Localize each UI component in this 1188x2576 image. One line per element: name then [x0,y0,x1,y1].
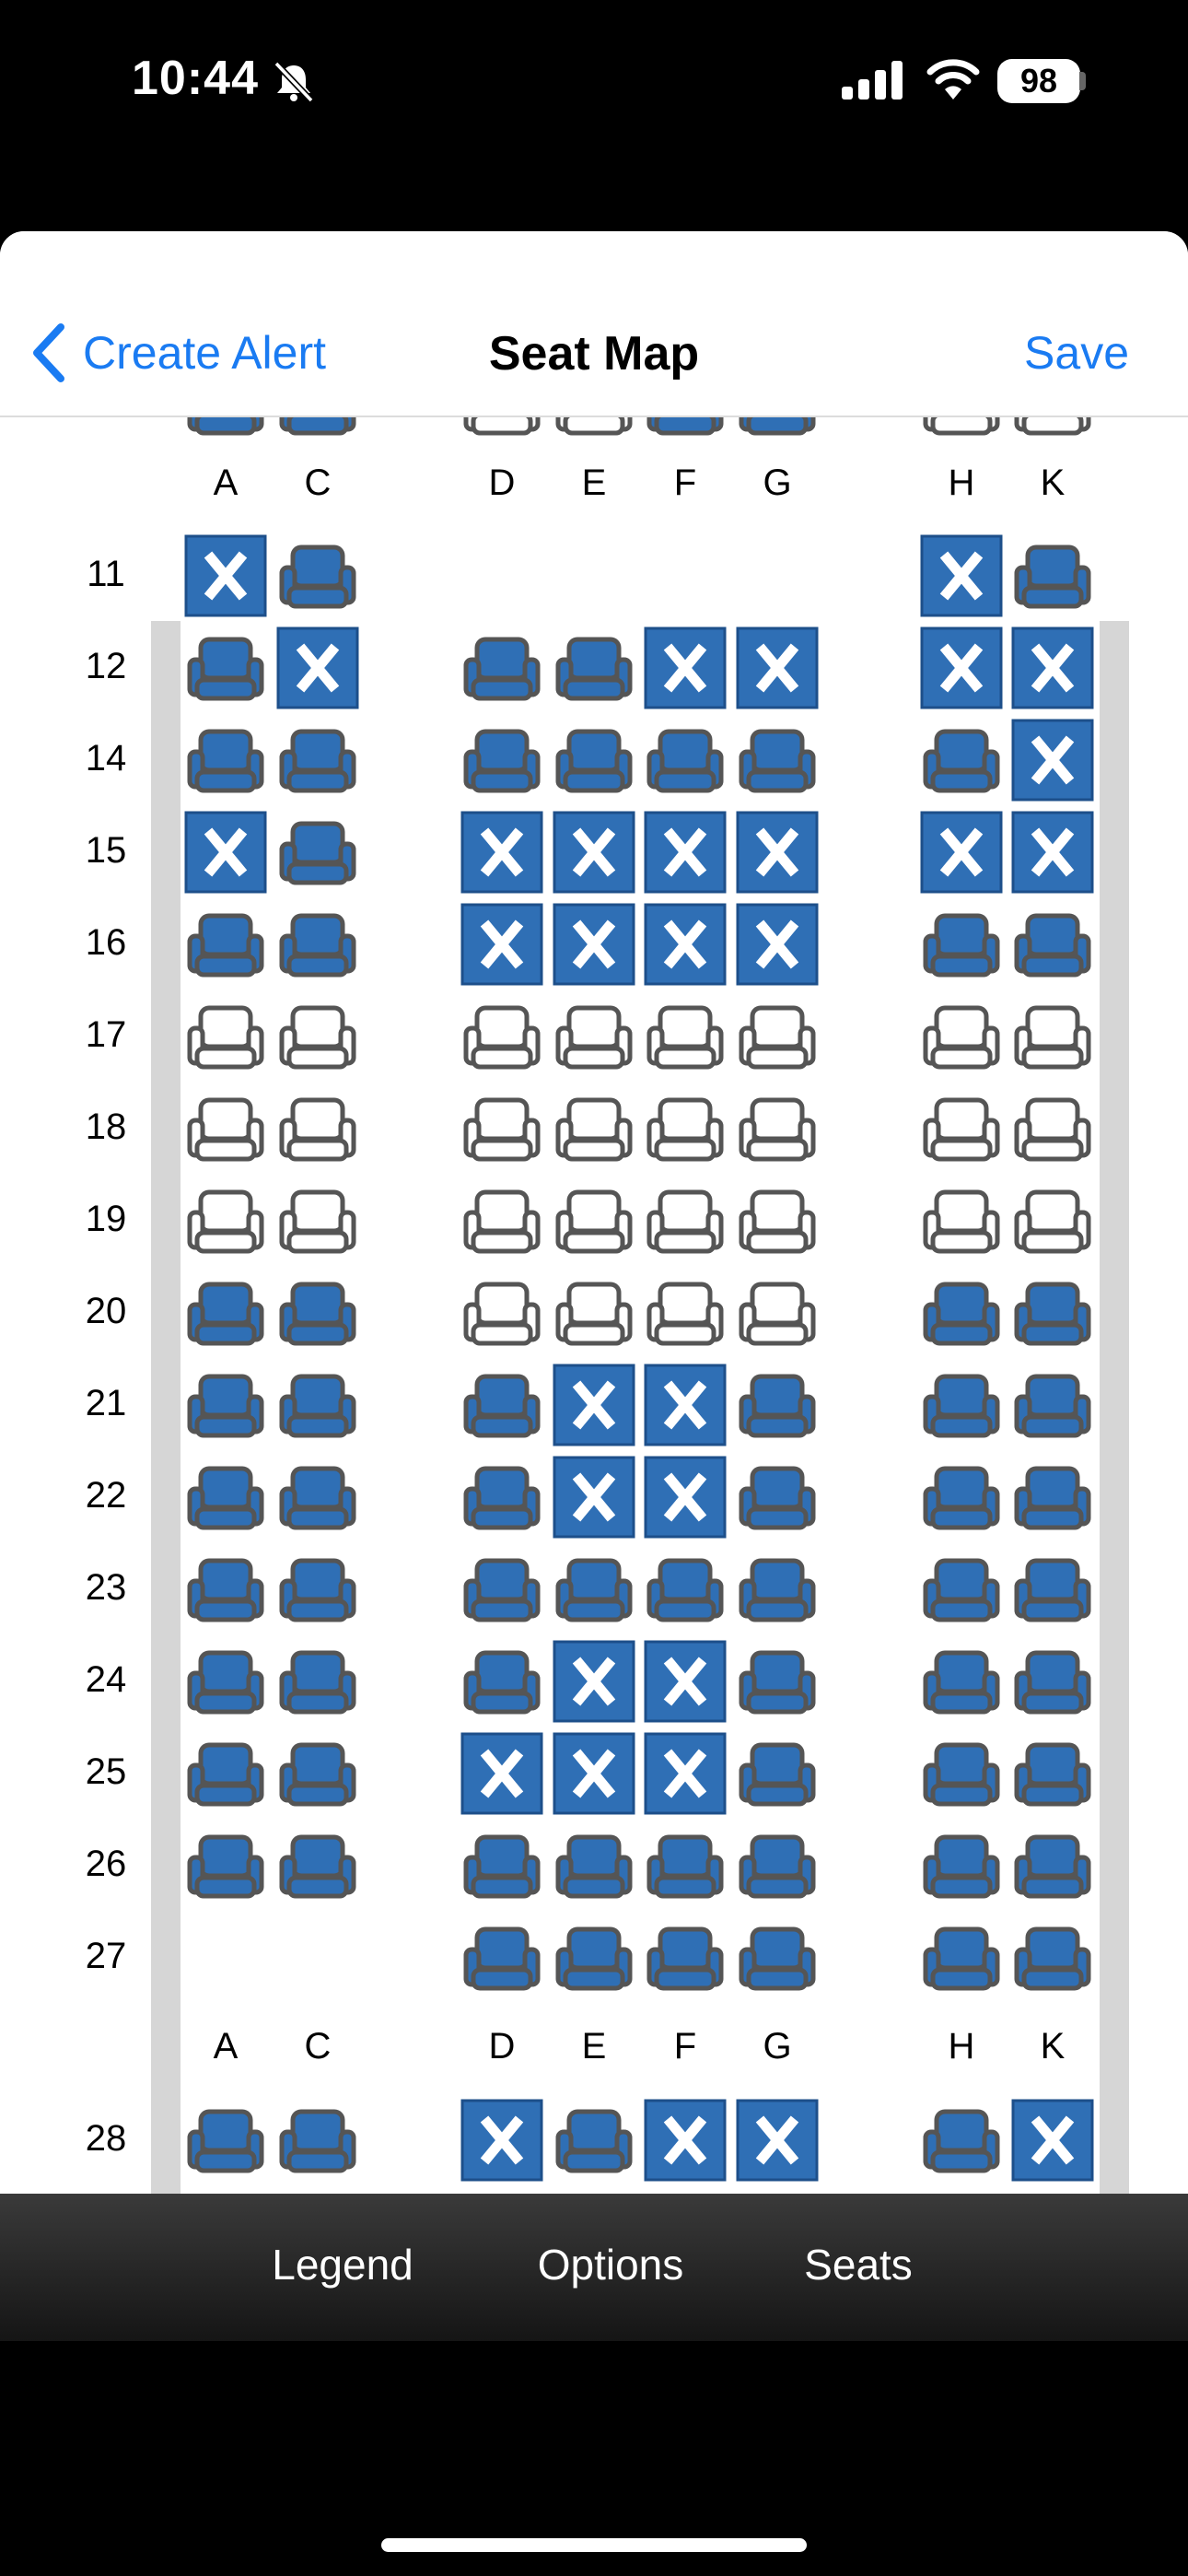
column-label-k: K [1040,2026,1066,2067]
seat-26f[interactable] [644,1824,727,1907]
seat-21k[interactable] [1011,1364,1094,1446]
seat-22c[interactable] [276,1456,359,1539]
seat-16a[interactable] [184,903,267,986]
row-label: 18 [85,1107,127,1147]
seat-21e[interactable] [553,1364,635,1446]
column-label-f: F [673,463,697,503]
seat-14c[interactable] [276,719,359,802]
seat-14f[interactable] [644,719,727,802]
seat-17d[interactable] [460,995,543,1078]
seat-20d[interactable] [460,1271,543,1354]
seat-23a[interactable] [184,1548,267,1631]
wifi-icon [926,55,980,103]
seat-19g[interactable] [736,1179,819,1262]
column-label-e: E [581,2026,607,2067]
seat-20e[interactable] [553,1271,635,1354]
seat-20c[interactable] [276,1271,359,1354]
seat-22e[interactable] [553,1456,635,1539]
seat-15h[interactable] [920,811,1003,894]
column-label-e: E [581,463,607,503]
seat-17c[interactable] [276,995,359,1078]
seat-27d[interactable] [460,1916,543,1999]
seat-24c[interactable] [276,1640,359,1723]
seat-17f[interactable] [644,995,727,1078]
row-label: 15 [85,830,127,871]
seat-18e[interactable] [553,1087,635,1170]
seat-28a[interactable] [184,2099,267,2182]
seat-15k[interactable] [1011,811,1094,894]
seat-12h[interactable] [920,626,1003,709]
seat-23d[interactable] [460,1548,543,1631]
seat-16k[interactable] [1011,903,1094,986]
status-bar [0,0,1188,166]
seat-map-sheet [0,231,1188,2194]
seat-24g[interactable] [736,1640,819,1723]
seat-18f[interactable] [644,1087,727,1170]
seat-19h[interactable] [920,1179,1003,1262]
seat-26g[interactable] [736,1824,819,1907]
seat-28h[interactable] [920,2099,1003,2182]
seat-12d[interactable] [460,626,543,709]
seat-26h[interactable] [920,1824,1003,1907]
seat-14e[interactable] [553,719,635,802]
seat-27e[interactable] [553,1916,635,1999]
column-label-d: D [488,2026,516,2067]
seat-22f[interactable] [644,1456,727,1539]
row-label: 22 [85,1475,127,1516]
seat-16g[interactable] [736,903,819,986]
seat-23g[interactable] [736,1548,819,1631]
seat-28c[interactable] [276,2099,359,2182]
bell-slash-icon [271,60,317,104]
seat-24a[interactable] [184,1640,267,1723]
seat-26c[interactable] [276,1824,359,1907]
seat-17g[interactable] [736,995,819,1078]
battery-icon: 98 [997,59,1080,103]
seat-17a[interactable] [184,995,267,1078]
seat-24h[interactable] [920,1640,1003,1723]
seat-25d[interactable] [460,1732,543,1815]
seat-27f[interactable] [644,1916,727,1999]
seat-27k[interactable] [1011,1916,1094,1999]
seat-21g[interactable] [736,1364,819,1446]
home-indicator [381,2538,807,2552]
row-label: 25 [85,1751,127,1792]
column-label-d: D [488,463,516,503]
seat-12a[interactable] [184,626,267,709]
cellular-signal-icon [840,59,906,101]
seat-19f[interactable] [644,1179,727,1262]
seat-19e[interactable] [553,1179,635,1262]
seat-12f[interactable] [644,626,727,709]
seat-11h[interactable] [920,534,1003,617]
navigation-bar [0,231,1188,417]
battery-tip [1079,72,1086,90]
column-label-a: A [213,2026,239,2067]
aisle-rail [1100,2093,1129,2194]
status-time: 10:44 [132,52,259,105]
seat-23c[interactable] [276,1548,359,1631]
seat-20f[interactable] [644,1271,727,1354]
seat-25e[interactable] [553,1732,635,1815]
seat-23h[interactable] [920,1548,1003,1631]
seat-25a[interactable] [184,1732,267,1815]
row-label: 16 [85,922,127,963]
bottom-toolbar [0,2194,1188,2341]
seat-15c[interactable] [276,811,359,894]
column-label-g: G [763,2026,792,2067]
seat-12g[interactable] [736,626,819,709]
seat-26d[interactable] [460,1824,543,1907]
seat-20k[interactable] [1011,1271,1094,1354]
seat-21f[interactable] [644,1364,727,1446]
row-label: 27 [85,1936,127,1976]
column-label-g: G [763,463,792,503]
seat-20h[interactable] [920,1271,1003,1354]
seat-23f[interactable] [644,1548,727,1631]
seat-19d[interactable] [460,1179,543,1262]
seat-24d[interactable] [460,1640,543,1723]
seat-19k[interactable] [1011,1179,1094,1262]
seat-28g[interactable] [736,2099,819,2182]
column-label-f: F [673,2026,697,2067]
seat-22g[interactable] [736,1456,819,1539]
seat-26a[interactable] [184,1824,267,1907]
seat-26e[interactable] [553,1824,635,1907]
column-label-h: H [948,2026,975,2067]
seat-21c[interactable] [276,1364,359,1446]
seat-20a[interactable] [184,1271,267,1354]
column-label-h: H [948,463,975,503]
row-label: 11 [87,554,125,594]
row-label: 17 [85,1014,127,1055]
row-label: 26 [85,1844,127,1884]
row-label: 28 [85,2118,127,2159]
seat-24e[interactable] [553,1640,635,1723]
seat-18g[interactable] [736,1087,819,1170]
seat-14h[interactable] [920,719,1003,802]
seat-18h[interactable] [920,1087,1003,1170]
seat-12c[interactable] [276,626,359,709]
seat-16e[interactable] [553,903,635,986]
seat-21h[interactable] [920,1364,1003,1446]
save-button[interactable]: Save [1024,327,1129,379]
seat-28k[interactable] [1011,2099,1094,2182]
seat-16c[interactable] [276,903,359,986]
seat-19c[interactable] [276,1179,359,1262]
seat-25h[interactable] [920,1732,1003,1815]
seat-22a[interactable] [184,1456,267,1539]
seat-23k[interactable] [1011,1548,1094,1631]
seat-18k[interactable] [1011,1087,1094,1170]
seat-28d[interactable] [460,2099,543,2182]
seat-17e[interactable] [553,995,635,1078]
seat-15f[interactable] [644,811,727,894]
seat-22d[interactable] [460,1456,543,1539]
row-label: 20 [85,1291,127,1331]
page-title: Seat Map [488,327,700,381]
seat-14g[interactable] [736,719,819,802]
column-label-c: C [304,2026,332,2067]
seat-18c[interactable] [276,1087,359,1170]
seat-18a[interactable] [184,1087,267,1170]
seat-24f[interactable] [644,1640,727,1723]
seat-25k[interactable] [1011,1732,1094,1815]
seat-27g[interactable] [736,1916,819,1999]
seat-19a[interactable] [184,1179,267,1262]
row-label: 24 [85,1659,127,1700]
seat-28f[interactable] [644,2099,727,2182]
seat-11c[interactable] [276,534,359,617]
seat-15a[interactable] [184,811,267,894]
seat-12e[interactable] [553,626,635,709]
seat-14k[interactable] [1011,719,1094,802]
aisle-rail [1100,621,1129,2194]
seat-23e[interactable] [553,1548,635,1631]
seat-11a[interactable] [184,534,267,617]
seat-26k[interactable] [1011,1824,1094,1907]
seat-22k[interactable] [1011,1456,1094,1539]
seat-17k[interactable] [1011,995,1094,1078]
row-label: 12 [85,646,127,686]
seat-15d[interactable] [460,811,543,894]
seat-28e[interactable] [553,2099,635,2182]
seat-21a[interactable] [184,1364,267,1446]
seat-14a[interactable] [184,719,267,802]
seat-15g[interactable] [736,811,819,894]
options-button[interactable]: Options [537,2241,684,2289]
seat-17h[interactable] [920,995,1003,1078]
seat-27h[interactable] [920,1916,1003,1999]
row-label: 14 [85,738,127,779]
seat-16f[interactable] [644,903,727,986]
row-label: 19 [85,1199,127,1239]
seat-24k[interactable] [1011,1640,1094,1723]
seat-25c[interactable] [276,1732,359,1815]
seat-12k[interactable] [1011,626,1094,709]
seat-15e[interactable] [553,811,635,894]
seat-25g[interactable] [736,1732,819,1815]
seat-11k[interactable] [1011,534,1094,617]
back-button-label: Create Alert [83,327,327,379]
column-label-a: A [213,463,239,503]
seat-22h[interactable] [920,1456,1003,1539]
seat-16d[interactable] [460,903,543,986]
seat-18d[interactable] [460,1087,543,1170]
seat-14d[interactable] [460,719,543,802]
row-label: 21 [85,1383,127,1423]
column-label-k: K [1040,463,1066,503]
seat-map[interactable] [0,231,1188,2194]
column-label-c: C [304,463,332,503]
legend-button[interactable]: Legend [272,2241,413,2289]
seat-21d[interactable] [460,1364,543,1446]
seat-20g[interactable] [736,1271,819,1354]
row-label: 23 [85,1567,127,1608]
seat-16h[interactable] [920,903,1003,986]
seat-25f[interactable] [644,1732,727,1815]
seats-button[interactable]: Seats [804,2241,913,2289]
